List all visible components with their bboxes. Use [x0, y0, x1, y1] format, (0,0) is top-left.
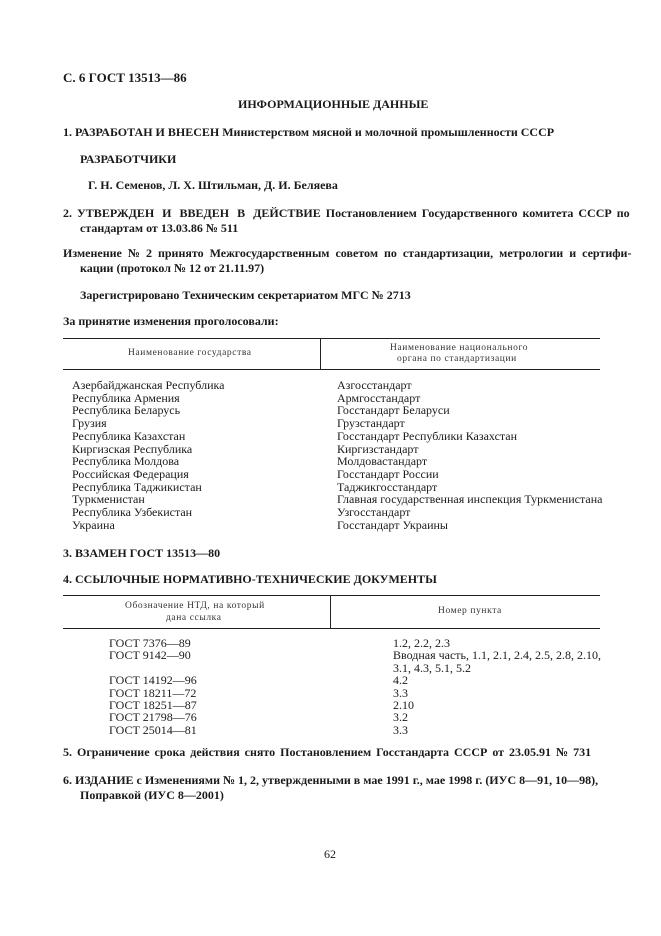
section-4: 4. ССЫЛОЧНЫЕ НОРМАТИВНО-ТЕХНИЧЕСКИЕ ДОКУМЕНТЫ [63, 572, 437, 586]
document-title: ИНФОРМАЦИОННЫЕ ДАННЫЕ [238, 97, 429, 111]
table-cell-point: 2.10 [393, 698, 414, 713]
states-list [72, 379, 224, 531]
table-cell-body: Молдовастандарт [337, 454, 428, 469]
section-2-lead: УТВЕРЖДЕН И ВВЕДЕН В ДЕЙСТВИЕ [77, 206, 321, 220]
table-cell-state: Туркменистан [72, 492, 145, 507]
table2-column-divider [330, 595, 331, 629]
table-cell-doc: ГОСТ 25014—81 [109, 722, 197, 737]
table1-column-divider [320, 338, 321, 370]
section-5 [63, 745, 591, 760]
voted-note: За принятие изменения проголосовали: [63, 314, 279, 328]
registered-note: Зарегистрировано Техническим секретариатом МГС № 2713 [80, 288, 411, 302]
table2-col2-header: Номер пункта [438, 606, 502, 616]
section-2-number: 2. [63, 206, 72, 220]
table-cell-state: Грузия [72, 416, 107, 431]
docs-list [109, 637, 197, 736]
table-cell-state: Республика Армения [72, 390, 180, 405]
table-cell-state: Российская Федерация [72, 466, 189, 481]
section-5-text: Ограничение срока действия снято Постановлением Госстандарта СССР от 23.05.91 № 731 [77, 745, 592, 759]
table-cell-body: Киргизстандарт [337, 441, 419, 456]
table-cell-point: 3.3 [393, 722, 408, 737]
table1-col2-header-2: органа по стандартизации [397, 354, 517, 364]
table-cell-body: Госстандарт Беларуси [337, 403, 450, 418]
table-cell-body: Госстандарт Республики Казахстан [337, 428, 518, 443]
table-cell-body: Армгосстандарт [337, 390, 421, 405]
table2-col1-header-2: дана ссылка [166, 613, 222, 623]
table-cell-state: Азербайджанская Республика [72, 378, 225, 392]
developers-heading: РАЗРАБОТЧИКИ [80, 152, 177, 166]
table-cell-point: 3.1, 4.3, 5.1, 5.2 [393, 660, 471, 675]
section-1-number: 1. [63, 125, 72, 139]
page-header: С. 6 ГОСТ 13513—86 [63, 70, 187, 85]
section-1-text: Министерством мясной и молочной промышленности СССР [222, 125, 555, 139]
table-cell-point: 3.2 [393, 710, 408, 725]
table-cell-point: 4.2 [393, 673, 408, 688]
change-line-2: кации (протокол № 12 от 21.11.97) [80, 261, 265, 275]
table1-top-rule [63, 338, 600, 339]
section-6-line-1: 6. ИЗДАНИЕ с Изменениями № 1, 2, утвержденными в мае 1991 г., мае 1998 г. (ИУС 8—91, 10—98), [63, 773, 599, 787]
table-cell-state: Республика Беларусь [72, 403, 181, 418]
table-cell-state: Республика Узбекистан [72, 505, 193, 520]
table1-col2-header-1: Наименование национального [390, 343, 529, 353]
table2-col1-header-1: Обозначение НТД, на который [125, 601, 265, 611]
table-cell-point: 3.3 [393, 685, 408, 700]
table-cell-body: Узгосстандарт [337, 505, 411, 520]
table-cell-body: Азгосстандарт [337, 378, 412, 392]
section-1 [63, 125, 554, 140]
change-line-1: Изменение № 2 принято Межгосударственным советом по стандартизации, метрологии и сертифи- [63, 246, 632, 260]
table-cell-body: Госстандарт Украины [337, 517, 448, 532]
table-cell-state: Украина [72, 517, 115, 532]
section-6-line-2: Поправкой (ИУС 8—2001) [80, 788, 224, 802]
table-cell-point: Вводная часть, 1.1, 2.1, 2.4, 2.5, 2.8, 2.10, [393, 648, 602, 663]
table-cell-doc: ГОСТ 7376—89 [109, 636, 191, 650]
section-2 [63, 206, 630, 221]
table-cell-doc: ГОСТ 18251—87 [109, 698, 197, 713]
table-cell-doc: ГОСТ 14192—96 [109, 673, 197, 688]
table-cell-body: Главная государственная инспекция Туркменистана [337, 492, 603, 507]
section-5-number: 5. [63, 745, 72, 759]
table2-header-rule [63, 628, 600, 629]
table-cell-point: 1.2, 2.2, 2.3 [393, 636, 450, 650]
section-1-lead: РАЗРАБОТАН И ВНЕСЕН [75, 125, 220, 139]
page-number: 62 [324, 847, 336, 861]
table1-header-rule [63, 369, 600, 370]
table-cell-state: Республика Таджикистан [72, 479, 202, 494]
table1-col1-header: Наименование государства [128, 348, 252, 358]
section-3: 3. ВЗАМЕН ГОСТ 13513—80 [63, 546, 221, 560]
section-2-text: Постановлением Государственного комитета СССР по [325, 206, 630, 220]
table-cell-state: Республика Казахстан [72, 428, 186, 443]
table-cell-doc: ГОСТ 9142—90 [109, 648, 191, 663]
table-cell-body: Госстандарт России [337, 466, 439, 481]
table2-top-rule [63, 595, 600, 596]
section-2-cont: стандартам от 13.03.86 № 511 [80, 221, 239, 235]
table-cell-doc: ГОСТ 21798—76 [109, 710, 197, 725]
table-cell-body: Таджикгосстандарт [337, 479, 438, 494]
bodies-list [337, 379, 602, 531]
table-cell-state: Киргизская Республика [72, 441, 193, 456]
points-list [393, 637, 601, 736]
table-cell-state: Республика Молдова [72, 454, 180, 469]
table-cell-doc: ГОСТ 18211—72 [109, 685, 197, 700]
developers-names: Г. Н. Семенов, Л. Х. Штильман, Д. И. Беляева [88, 178, 338, 192]
table-cell-body: Грузстандарт [337, 416, 405, 431]
